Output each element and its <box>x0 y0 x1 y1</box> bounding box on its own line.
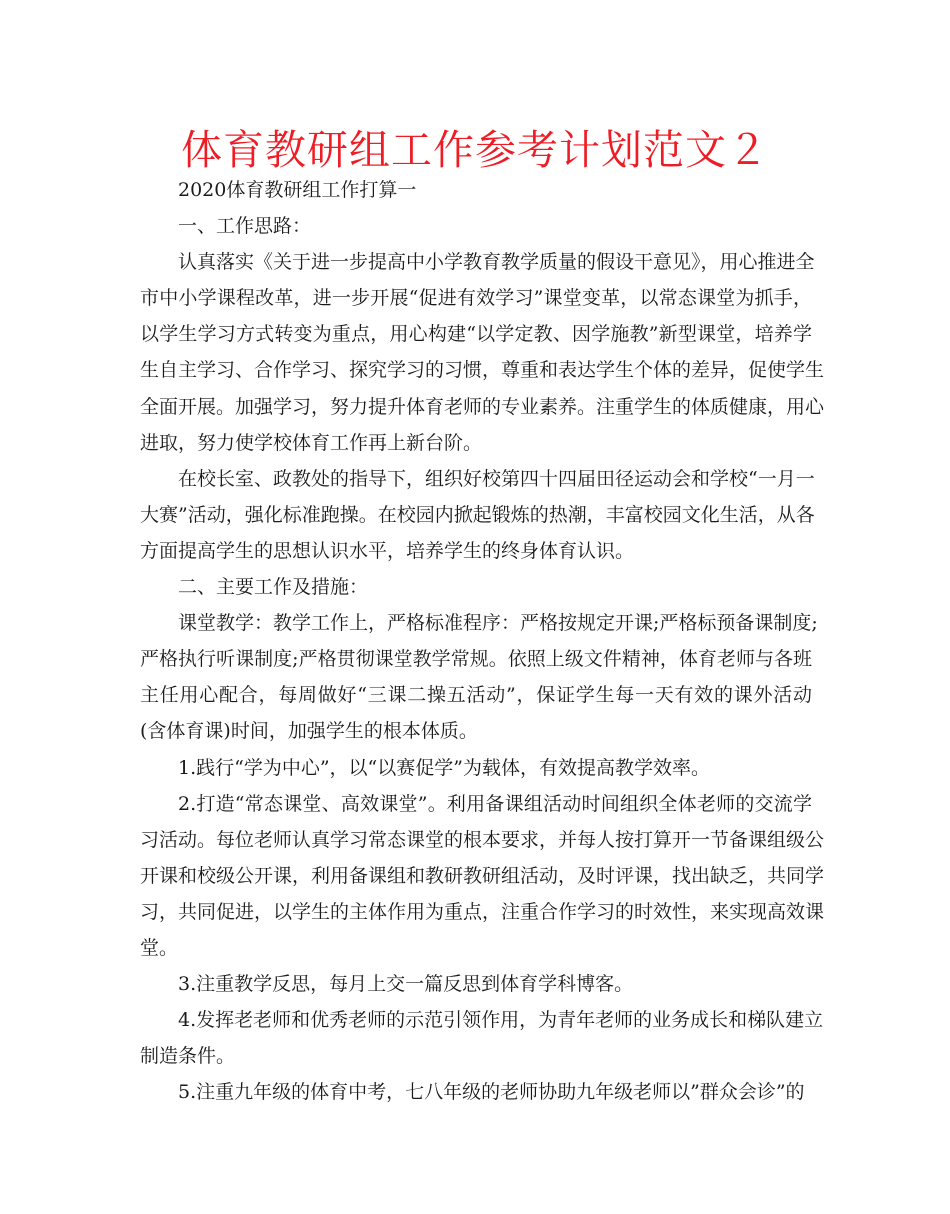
paragraph-line: 一、工作思路： <box>178 215 312 238</box>
paragraph <box>140 569 812 605</box>
paragraph <box>140 1002 824 1074</box>
paragraph-line: 主任用心配合，每周做好“三课二操五活动”，保证学生每一天有效的课外活动 <box>140 684 812 707</box>
paragraph-line: (含体育课)时间，加强学生的根本体质。 <box>140 720 478 743</box>
paragraph-line: 2020体育教研组工作打算一 <box>178 179 417 201</box>
paragraph-line: 方面提高学生的思想认识水平，培养学生的终身体育认识。 <box>140 539 635 562</box>
paragraph-line: 1.践行“学为中心”，以“以赛促学”为载体，有效提高教学效率。 <box>178 756 710 779</box>
paragraph-line: 大赛”活动，强化标准跑操。在校园内掀起锻炼的热潮，丰富校园文化生活，从各 <box>140 503 815 526</box>
paragraph-line: 3.注重教学反思，每月上交一篇反思到体育学科博客。 <box>178 973 634 996</box>
paragraph-line: 开课和校级公开课，利用备课组和教研教研组活动，及时评课，找出缺乏，共同学 <box>140 864 825 887</box>
paragraph-line: 4.发挥老老师和优秀老师的示范引领作用，为青年老师的业务成长和梯队建立 <box>178 1009 824 1032</box>
paragraph-line: 进取，努力使学校体育工作再上新台阶。 <box>140 431 483 454</box>
paragraph <box>140 786 825 966</box>
paragraph-line: 堂。 <box>140 936 179 959</box>
paragraph-line: 课堂教学：教学工作上，严格标准程序：严格按规定开课;严格标预备课制度; <box>178 612 818 635</box>
paragraph-line: 以学生学习方式转变为重点，用心构建“以学定教、因学施教”新型课堂，培养学 <box>140 323 812 346</box>
paragraph-line: 习，共同促进，以学生的主体作用为重点，注重合作学习的时效性，来实现高效课 <box>140 900 825 923</box>
paragraph-line: 二、主要工作及措施： <box>178 576 369 599</box>
paragraph-line: 制造条件。 <box>140 1045 236 1068</box>
paragraph <box>140 208 812 244</box>
paragraph-line: 习活动。每位老师认真学习常态课堂的根本要求，并每人按打算开一节备课组级公 <box>140 828 825 851</box>
paragraph-line: 生自主学习、合作学习、探究学习的习惯，尊重和表达学生个体的差异，促使学生 <box>140 359 825 382</box>
paragraph <box>140 1074 812 1110</box>
paragraph-line: 市中小学课程改革，进一步开展“促进有效学习”课堂变革，以常态课堂为抓手， <box>140 287 812 310</box>
paragraph-line: 5.注重九年级的体育中考，七八年级的老师协助九年级老师以”群众会诊”的 <box>178 1081 805 1104</box>
paragraph-line: 2.打造“常态课堂、高效课堂”。利用备课组活动时间组织全体老师的交流学 <box>178 792 812 815</box>
paragraph-line: 严格执行听课制度;严格贯彻课堂教学常规。依照上级文件精神，体育老师与各班 <box>140 648 812 671</box>
paragraph-line: 全面开展。加强学习，努力提升体育老师的专业素养。注重学生的体质健康，用心 <box>140 395 825 418</box>
paragraph <box>140 172 812 208</box>
paragraph-line: 在校长室、政教处的指导下，组织好校第四十四届田径运动会和学校“一月一 <box>178 467 815 490</box>
paragraph <box>140 605 818 749</box>
paragraph <box>140 461 815 569</box>
document-title: 体育教研组工作参考计划范文２ <box>181 126 769 174</box>
paragraph <box>140 244 825 461</box>
document-body <box>140 172 825 1110</box>
paragraph <box>140 750 812 786</box>
paragraph-line: 认真落实《关于进一步提高中小学教育教学质量的假设干意见》，用心推进全 <box>178 251 815 274</box>
paragraph <box>140 966 812 1002</box>
